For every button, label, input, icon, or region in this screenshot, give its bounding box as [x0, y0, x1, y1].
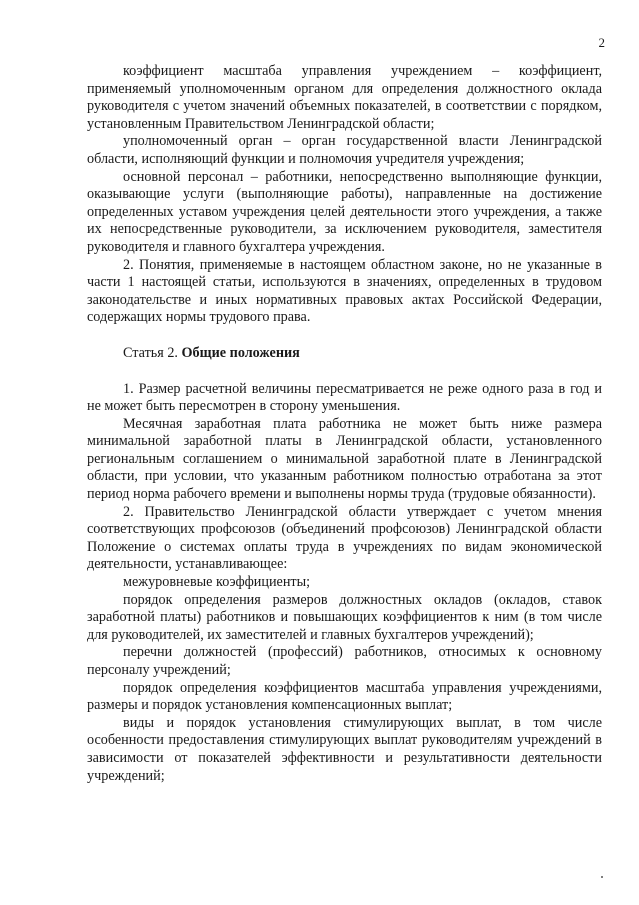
document-body	[87, 63, 602, 785]
list-item: виды и порядок установления стимулирующих выплат, в том числе особенности предоставления стимулирующих выплат руководителям учреждений в зависимости от показателей эффективности и результативности деятельности учреждений;	[87, 714, 602, 784]
article-title: Общие положения	[181, 344, 300, 361]
article-label: Статья 2.	[123, 344, 178, 361]
list-item: межуровневые коэффициенты;	[123, 574, 311, 591]
scan-artifact-dot	[601, 876, 603, 878]
article-paragraph: 2. Правительство Ленинградской области утверждает с учетом мнения соответствующих профсоюзов (объединений профсоюзов) Ленинградской области Положение о системах оплаты труда в учреждениях по видам экономической деятельности, устанавливающее:	[87, 503, 602, 573]
clause-paragraph: 2. Понятия, применяемые в настоящем областном законе, но не указанные в части 1 настоящей статьи, используются в значениях, определенных в трудовом законодательстве и иных нормативных правовых актах Российской Федерации, содержащих нормы трудового права.	[87, 256, 602, 326]
list-item: порядок определения коэффициентов масштаба управления учреждениями, размеры и порядок установления компенсационных выплат;	[87, 679, 602, 714]
page-number: 2	[598, 35, 605, 50]
article-paragraph: 1. Размер расчетной величины пересматривается не реже одного раза в год и не может быть пересмотрен в сторону уменьшения.	[87, 380, 602, 415]
list-item: порядок определения размеров должностных окладов (окладов, ставок заработной платы) работников и повышающих коэффициентов к ним (в том числе для руководителей, их заместителей и главных бухгалтеров учреждений);	[87, 591, 602, 643]
article-paragraph: Месячная заработная плата работника не может быть ниже размера минимальной заработной платы в Ленинградской области, установленного региональным соглашением о минимальной заработной плате в Ленинградской области, при условии, что указанным работником полностью отработана за этот период норма рабочего времени и выполнены нормы труда (трудовые обязанности).	[87, 415, 602, 503]
list-item: перечни должностей (профессий) работников, относимых к основному персоналу учреждений;	[87, 644, 602, 678]
article-heading	[87, 345, 602, 363]
definition-paragraph: коэффициент масштаба управления учреждением – коэффициент, применяемый уполномоченным органом для определения должностного оклада руководителя с учетом значений объемных показателей, в соответствии с порядком, установленным Правительством Ленинградской области;	[87, 63, 602, 132]
definition-paragraph: основной персонал – работники, непосредственно выполняющие функции, оказывающие услуги (выполняющие работы), направленные на достижение определенных уставом учреждения целей деятельности этого учреждения, а также их непосредственные руководители, за исключением руководителя, заместителя руководителя и главного бухгалтера учреждения.	[87, 168, 602, 255]
definition-paragraph: уполномоченный орган – орган государственной власти Ленинградской области, исполняющий функции и полномочия учредителя учреждения;	[87, 133, 602, 167]
